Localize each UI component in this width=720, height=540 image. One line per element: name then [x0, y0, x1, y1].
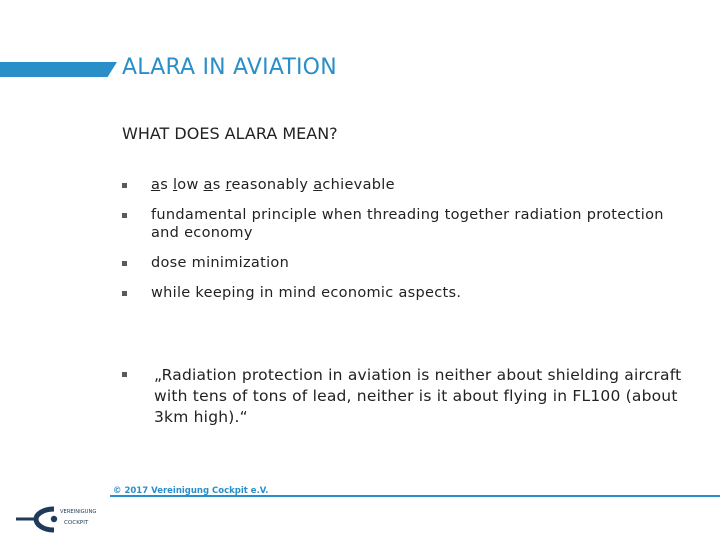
acronym-part: s — [212, 177, 226, 193]
bullet-marker — [122, 261, 127, 266]
bullet-text-acronym — [151, 176, 395, 194]
slide-subtitle: WHAT DOES ALARA MEAN? — [122, 124, 338, 143]
bullet-marker — [122, 183, 127, 188]
quote-line: 3km high).“ — [154, 408, 248, 426]
logo-text-line2: COCKPIT — [64, 520, 89, 526]
bullet-line: fundamental principle when threading together radiation protection — [151, 207, 664, 223]
quote-line: with tens of tons of lead, neither is it about flying in FL100 (about — [154, 387, 678, 405]
quote-text — [154, 365, 681, 428]
bullet-item-economic — [122, 284, 461, 302]
acronym-part: chievable — [322, 177, 395, 193]
acronym-letter-a2: a — [203, 177, 213, 193]
bullet-text-principle — [151, 206, 664, 242]
bullet-line: and economy — [151, 225, 253, 241]
acronym-letter-a3: a — [313, 177, 323, 193]
title-accent-bar — [0, 62, 117, 77]
acronym-part: ow — [177, 177, 204, 193]
logo-text-line1: VEREINIGUNG — [60, 509, 97, 515]
bullet-item-principle — [122, 206, 664, 242]
bullet-item-acronym — [122, 176, 395, 194]
bullet-item-dose — [122, 254, 289, 272]
quote-line: „Radiation protection in aviation is neither about shielding aircraft — [154, 366, 682, 384]
acronym-letter-a1: a — [151, 177, 161, 193]
slide-title: ALARA IN AVIATION — [122, 55, 337, 80]
vereinigung-cockpit-logo — [14, 503, 104, 533]
acronym-part: s — [160, 177, 173, 193]
footer-copyright: © 2017 Vereinigung Cockpit e.V. — [113, 486, 269, 496]
acronym-letter-l: l — [172, 177, 178, 193]
acronym-part: easonably — [231, 177, 314, 193]
bullet-item-quote — [122, 365, 681, 428]
bullet-marker — [122, 213, 127, 218]
bullet-marker — [122, 372, 127, 377]
bullet-text-dose: dose minimization — [151, 255, 290, 271]
bullet-marker — [122, 291, 127, 296]
bullet-text-economic: while keeping in mind economic aspects. — [151, 285, 462, 301]
acronym-letter-r: r — [225, 177, 232, 193]
